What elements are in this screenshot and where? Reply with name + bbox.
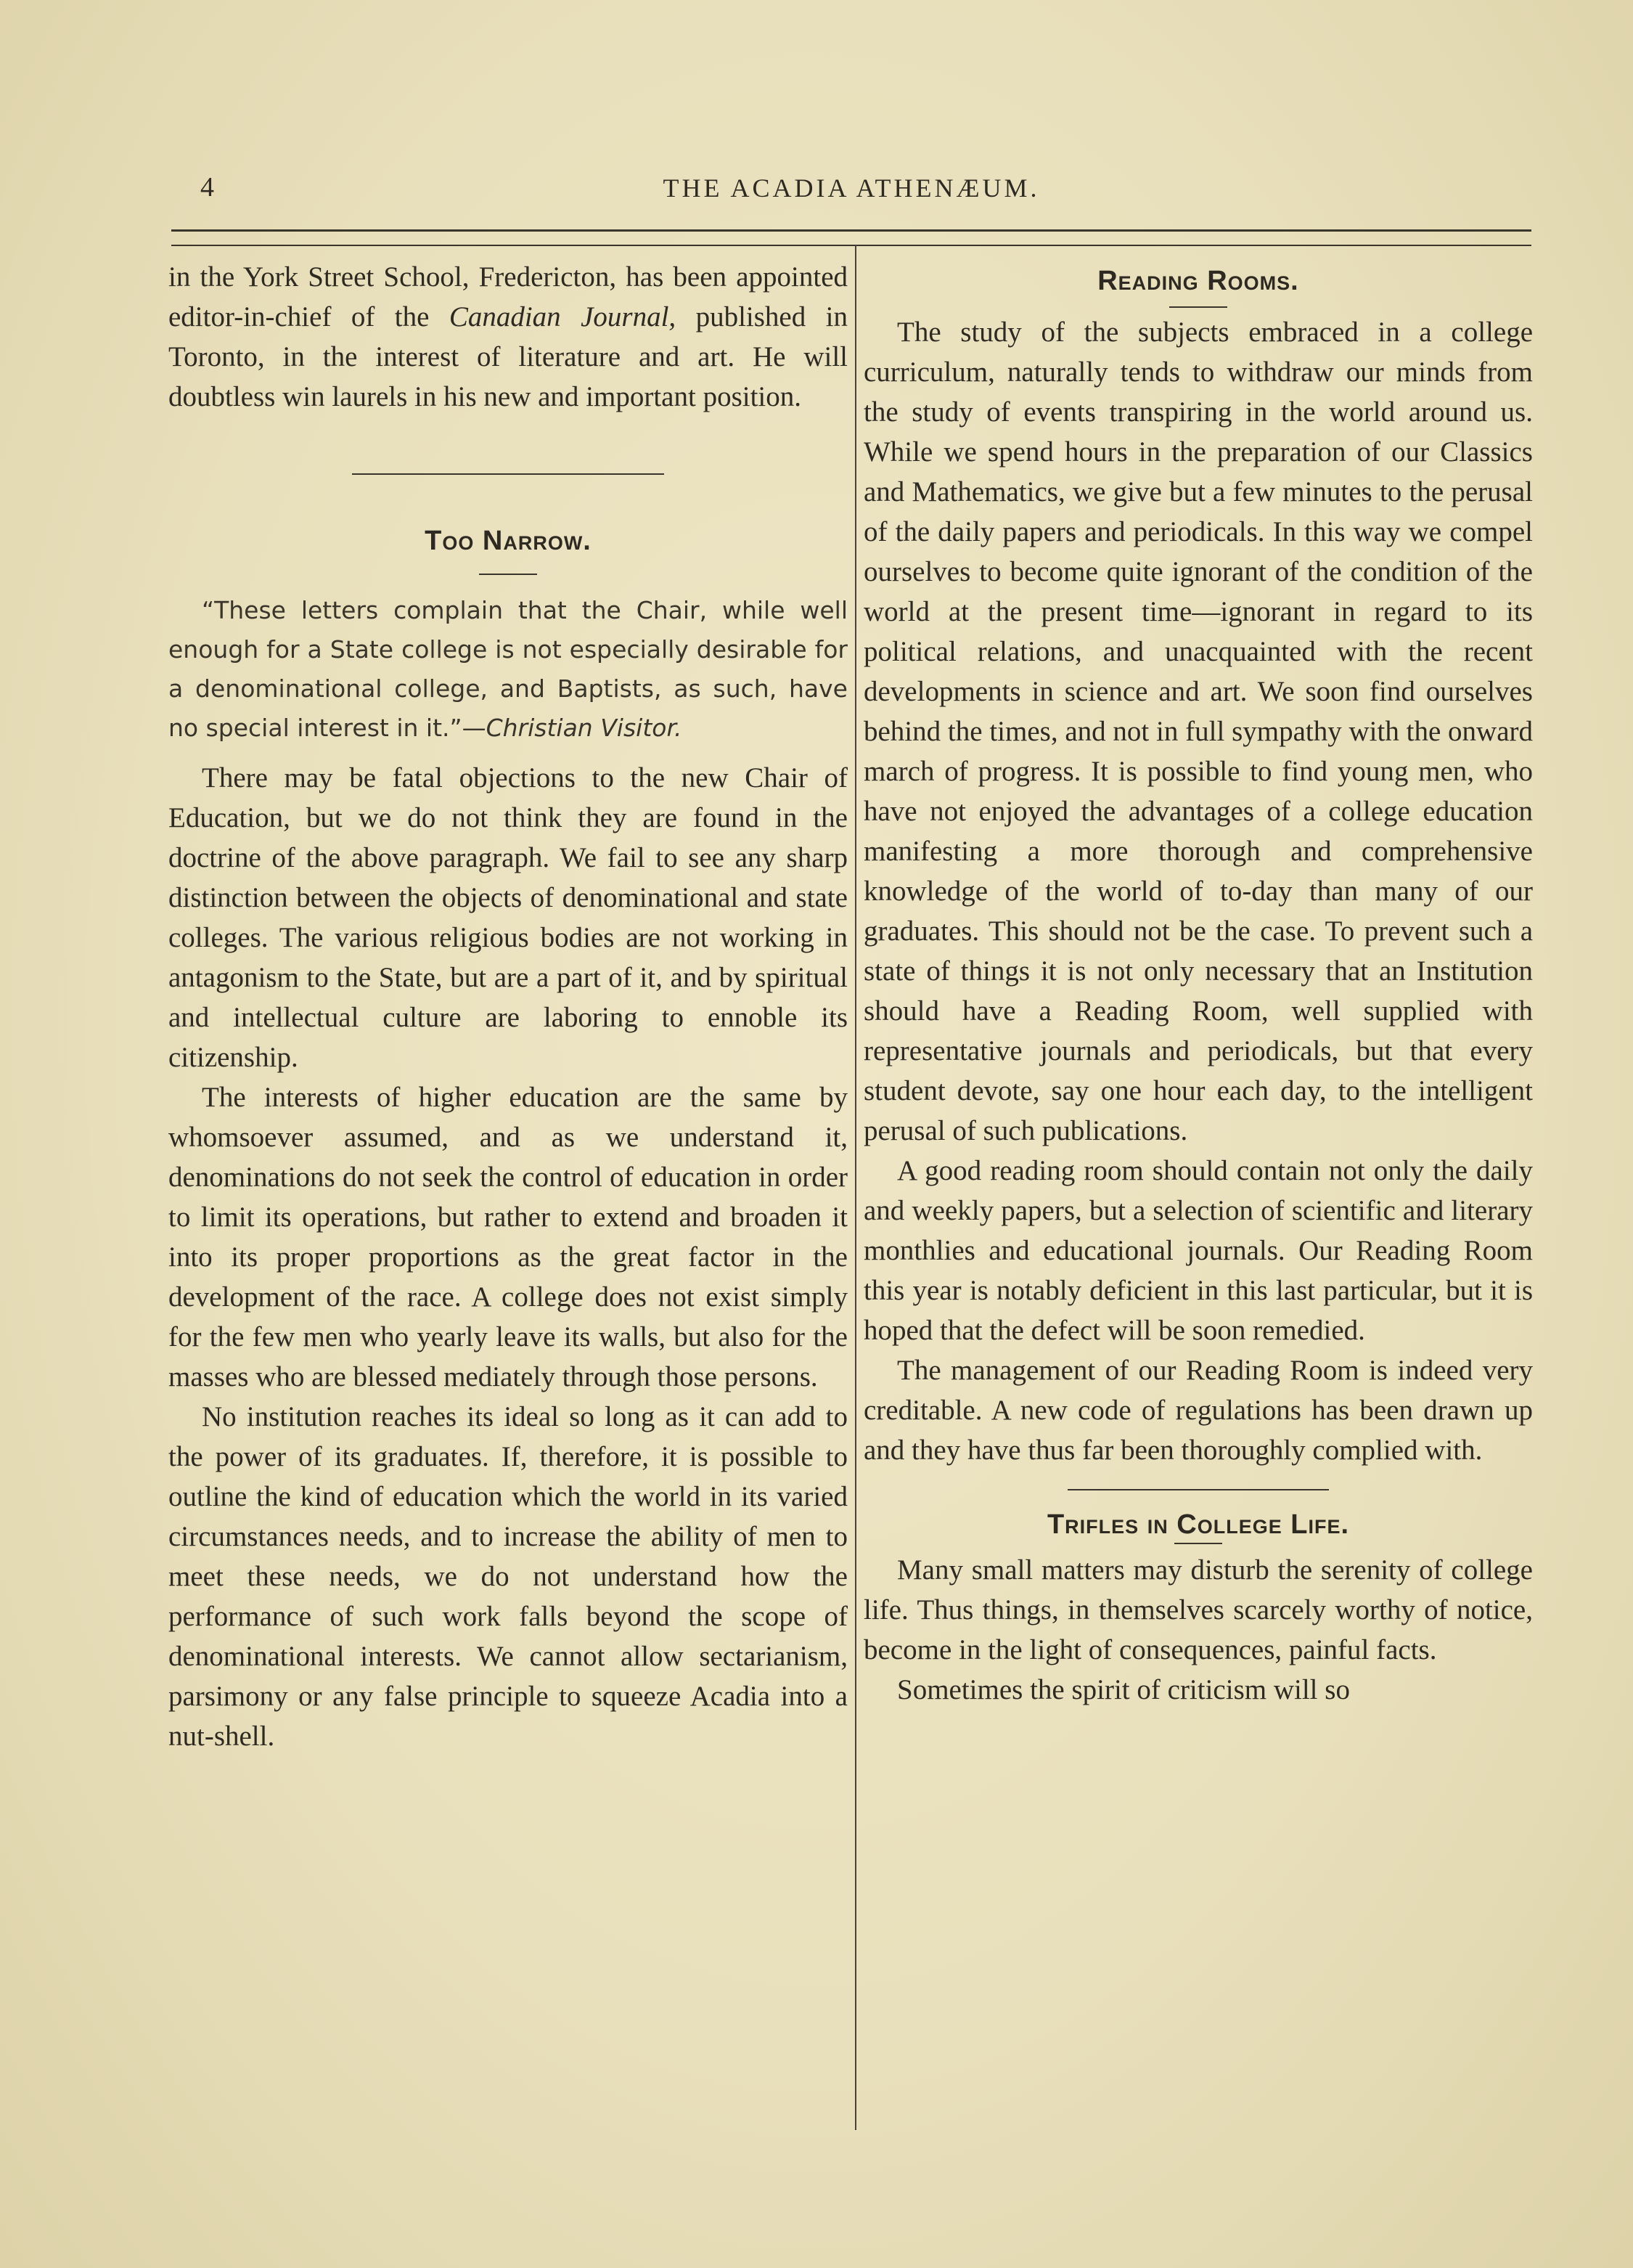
trifles-heading: Trifles in College Life. — [1047, 1509, 1350, 1540]
column-divider — [855, 245, 856, 2130]
reading-rooms-heading: Reading Rooms. — [1097, 266, 1299, 296]
too-narrow-paragraph-3: No institution reaches its ideal so long as it can add to the power of its graduates. If, therefore, it is possible to outline the kind of education which the world in its varied circumstances needs, and to increase the ability of men to meet these needs, we do not understand how the performance of such work falls beyond the scope of denominational interests. We cannot allow sectarianism, parsimony or any false principle to squeeze Acadia into a nut-shell. — [168, 1401, 848, 1752]
too-narrow-heading: Too Narrow. — [425, 526, 592, 556]
right-column — [864, 257, 1533, 1710]
intro-paragraph: in the York Street School, Fredericton, has been appointed editor-in-chief of the Canadian Journal, published in Toronto, in the interest of literature and art. He will doubtless win laurels in his new and important position. — [168, 261, 848, 412]
trifles-paragraph-2: Sometimes the spirit of criticism will so — [897, 1674, 1350, 1705]
running-head: THE ACADIA ATHENÆUM. — [663, 174, 1040, 203]
heading-dash — [479, 574, 537, 575]
reading-rooms-paragraph-3: The management of our Reading Room is indeed very creditable. A new code of regulations has been drawn up and they have thus far been thoroughly complied with. — [864, 1355, 1533, 1466]
header-double-rule — [171, 229, 1531, 246]
page-header — [171, 171, 1531, 215]
epigraph-quote: “These letters complain that the Chair, while well enough for a State college is not especially desirable for a denominational college, and Baptists, as such, have no special interest in it.”—Christian Visitor. — [168, 596, 848, 742]
heading-dash — [1169, 306, 1227, 308]
reading-rooms-paragraph-2: A good reading room should contain not only the daily and weekly papers, but a selection of scientific and literary monthlies and educational journals. Our Reading Room this year is notably deficient in this last particular, but it is hoped that the defect will be soon remedied. — [864, 1155, 1533, 1346]
reading-rooms-paragraph-1: The study of the subjects embraced in a college curriculum, naturally tends to withdraw our minds from the study of events transpiring in the world around us. While we spend hours in the preparation of our Classics and Mathematics, we give but a few minutes to the perusal of the daily papers and periodicals. In this way we compel ourselves to become quite ignorant of the condition of the world at the present time—ignorant in regard to its political relations, and unacquainted with the recent developments in science and art. We soon find ourselves behind the times, and not in full sympathy with the onward march of progress. It is possible to find young men, who have not enjoyed the advantages of a college education manifesting a more thorough and comprehensive knowledge of the world of to-day than many of our graduates. This should not be the case. To prevent such a state of things it is not only necessary that an Institution should have a Reading Room, well supplied with representative journals and periodicals, but that every student devote, say one hour each day, to the intelligent perusal of such publications. — [864, 317, 1533, 1146]
trifles-paragraph-1: Many small matters may disturb the serenity of college life. Thus things, in themselves scarcely worthy of notice, become in the light of consequences, painful facts. — [864, 1554, 1533, 1665]
too-narrow-paragraph-2: The interests of higher education are the same by whomsoever assumed, and as we understand it, denominations do not seek the control of education in order to limit its operations, but rather to extend and broaden it into its proper proportions as the great factor in the development of the race. A college does not exist simply for the few men who yearly leave its walls, but also for the masses who are blessed mediately through those persons. — [168, 1082, 848, 1392]
left-column — [168, 257, 848, 1756]
heading-dash — [1174, 1543, 1222, 1544]
section-divider — [1068, 1489, 1329, 1490]
page-number: 4 — [200, 172, 215, 203]
too-narrow-paragraph-1: There may be fatal objections to the new Chair of Education, but we do not think they are found in the doctrine of the above paragraph. We fail to see any sharp distinction between the objects of denominational and state colleges. The various religious bodies are not working in antagonism to the State, but are a part of it, and by spiritual and intellectual culture are laboring to ennoble its citizenship. — [168, 762, 848, 1073]
section-divider — [352, 473, 664, 475]
